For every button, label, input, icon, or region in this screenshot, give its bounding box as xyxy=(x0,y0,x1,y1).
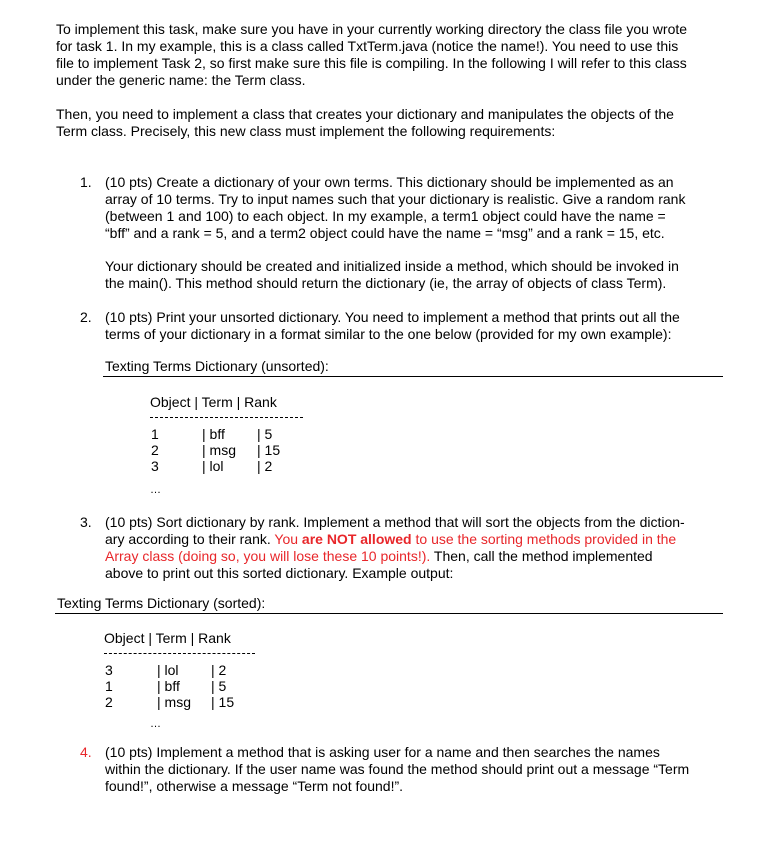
row-term: | bff xyxy=(202,426,225,442)
item-4-line: within the dictionary. If the user name was found the method should print out a message “Term xyxy=(105,761,690,777)
intro-line: for task 1. In my example, this is a class called TxtTerm.java (notice the name!). You need to use this xyxy=(56,38,679,54)
item-3-line xyxy=(105,531,725,548)
item-1-line: (between 1 and 100) to each object. In my example, a term1 object could have the name = xyxy=(105,208,666,224)
item-3-number: 3. xyxy=(80,514,92,530)
requirements-intro-line: Then, you need to implement a class that creates your dictionary and manipulates the objects of the xyxy=(56,106,674,122)
sorted-table-header: Object | Term | Rank xyxy=(104,630,231,646)
row-object: 1 xyxy=(151,426,159,442)
requirements-intro-line: Term class. Precisely, this new class must implement the following requirements: xyxy=(56,123,556,139)
item-2-text xyxy=(105,309,725,343)
intro-line: To implement this task, make sure you have in your currently working directory the class file you wrote xyxy=(56,21,688,37)
row-object: 2 xyxy=(151,442,159,458)
row-rank: | 5 xyxy=(211,678,227,694)
sorted-ellipsis: … xyxy=(150,718,161,730)
sorted-rule xyxy=(55,613,723,614)
unsorted-ellipsis: … xyxy=(150,484,161,496)
item-3-line: above to print out this sorted dictionary. Example output: xyxy=(105,565,454,581)
item-3-warning-emphasis: are NOT allowed xyxy=(301,531,412,547)
item-3-line: (10 pts) Sort dictionary by rank. Implement a method that will sort the objects from the diction- xyxy=(105,514,685,530)
row-term: | lol xyxy=(202,458,224,474)
item-1-text xyxy=(105,174,725,242)
requirements-intro-paragraph xyxy=(56,106,736,140)
item-1-line: (10 pts) Create a dictionary of your own terms. This dictionary should be implemented as an xyxy=(105,174,674,190)
item-2-line: terms of your dictionary in a format similar to the one below (provided for my own example): xyxy=(105,326,672,342)
row-rank: | 15 xyxy=(211,694,235,710)
intro-line: file to implement Task 2, so first make sure this file is compiling. In the following I will refer to this class xyxy=(56,55,687,71)
item-3-warning-tail: to use the sorting methods provided in the xyxy=(411,531,677,547)
row-object: 3 xyxy=(151,458,159,474)
item-4-line: (10 pts) Implement a method that is asking user for a name and then searches the names xyxy=(105,744,660,760)
row-object: 1 xyxy=(105,678,113,694)
item-2-number: 2. xyxy=(80,309,92,325)
item-3-warning-text: You xyxy=(274,531,302,547)
item-3-line xyxy=(105,548,725,565)
item-1-sub-line: the main(). This method should return the dictionary (ie, the array of objects of class Term). xyxy=(105,275,667,291)
item-3-warning-continued: Array class (doing so, you will lose these 10 points!). xyxy=(105,548,431,564)
item-4-number: 4. xyxy=(80,744,92,760)
item-4-line: found!”, otherwise a message “Term not found!”. xyxy=(105,778,404,794)
row-rank: | 15 xyxy=(257,442,281,458)
item-1-line: array of 10 terms. Try to input names such that your dictionary is realistic. Give a random rank xyxy=(105,191,686,207)
row-term: | bff xyxy=(157,678,180,694)
unsorted-rule xyxy=(103,376,723,377)
item-3-line3-text: Then, call the method implemented xyxy=(430,548,653,564)
intro-paragraph xyxy=(56,21,736,89)
row-term: | msg xyxy=(202,442,236,458)
unsorted-table-separator xyxy=(150,417,303,418)
item-1-line: “bff” and a rank = 5, and a term2 object could have the name = “msg” and a rank = 15, etc. xyxy=(105,225,665,241)
row-object: 3 xyxy=(105,662,113,678)
unsorted-caption: Texting Terms Dictionary (unsorted): xyxy=(105,358,329,374)
item-1-number: 1. xyxy=(80,174,92,190)
sorted-caption: Texting Terms Dictionary (sorted): xyxy=(57,595,266,611)
item-1-sub-line: Your dictionary should be created and initialized inside a method, which should be invoked in xyxy=(105,258,679,274)
row-term: | msg xyxy=(157,694,191,710)
item-3-line2-text: ary according to their rank. xyxy=(105,531,275,547)
row-rank: | 2 xyxy=(257,458,273,474)
unsorted-table-header: Object | Term | Rank xyxy=(150,394,277,410)
item-1-subtext xyxy=(105,258,725,292)
item-2-line: (10 pts) Print your unsorted dictionary. You need to implement a method that prints out all the xyxy=(105,309,680,325)
row-rank: | 5 xyxy=(257,426,273,442)
intro-line: under the generic name: the Term class. xyxy=(56,72,306,88)
row-object: 2 xyxy=(105,694,113,710)
row-rank: | 2 xyxy=(211,662,227,678)
sorted-table-separator xyxy=(104,653,255,654)
row-term: | lol xyxy=(157,662,179,678)
item-3-text xyxy=(105,514,725,582)
item-4-text xyxy=(105,744,725,795)
